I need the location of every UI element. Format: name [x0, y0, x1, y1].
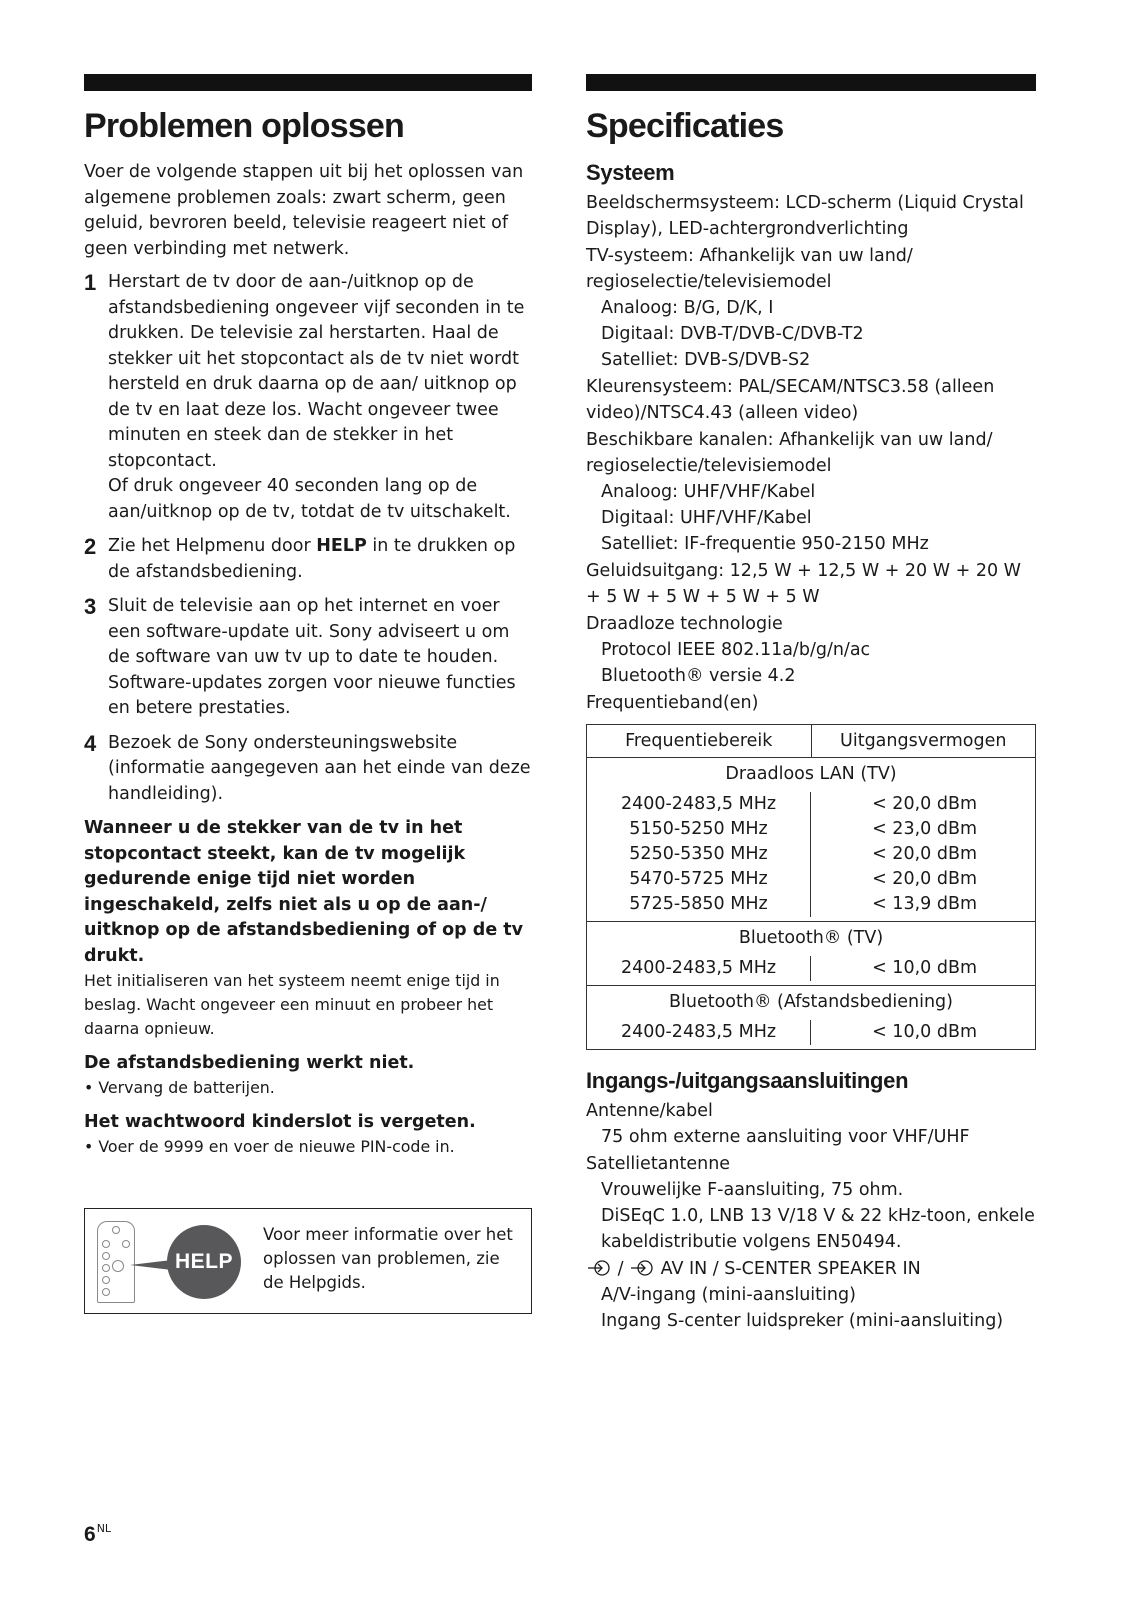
issue-remote-bullet: • Vervang de batterijen.	[84, 1078, 275, 1098]
spec-satellite: Satellietantenne	[586, 1154, 731, 1175]
step-number: 1	[84, 270, 97, 296]
step-4	[84, 731, 532, 808]
step-number: 4	[84, 730, 97, 756]
spec-antenna: Antenne/kabel	[586, 1101, 713, 1122]
step-text-alt: Of druk ongeveer 40 seconden lang op de aan/uitknop op de tv, totdat de tv uitschakelt.	[108, 476, 511, 522]
table-group-row	[587, 922, 1036, 955]
table-power-cell	[811, 1018, 1036, 1050]
step-1	[84, 270, 532, 525]
table-group-bt-remote: Bluetooth® (Afstandsbediening)	[587, 986, 1036, 1019]
table-cell: 2400-2483,5 MHz	[620, 958, 777, 979]
table-cell: < 10,0 dBm	[872, 1022, 977, 1043]
table-freq-cell	[587, 792, 811, 917]
troubleshooting-column	[84, 74, 532, 1159]
table-row	[587, 1018, 1036, 1050]
troubleshooting-title: Problemen oplossen	[84, 107, 405, 145]
table-group-bt-tv: Bluetooth® (TV)	[587, 922, 1036, 955]
table-cell: < 23,0 dBm	[872, 819, 977, 840]
section-bar	[586, 74, 1036, 91]
spec-av-in	[586, 1256, 1036, 1282]
spec-wireless: Draadloze technologie	[586, 614, 783, 635]
specifications-title: Specificaties	[586, 107, 784, 145]
spec-freq-bands: Frequentieband(en)	[586, 693, 759, 714]
spec-antenna-detail: 75 ohm externe aansluiting voor VHF/UHF	[601, 1127, 970, 1148]
issue-pin-title: Het wachtwoord kinderslot is vergeten.	[84, 1112, 476, 1133]
table-cell: 5150-5250 MHz	[629, 819, 768, 840]
table-cell: 2400-2483,5 MHz	[620, 1022, 777, 1043]
av-separator: /	[612, 1259, 630, 1280]
table-row	[587, 954, 1036, 986]
table-header-power: Uitgangsvermogen	[811, 725, 1036, 758]
table-cell: < 20,0 dBm	[872, 869, 977, 890]
language-code: NL	[96, 1522, 112, 1535]
table-power-cell	[811, 954, 1036, 986]
table-cell: < 20,0 dBm	[872, 794, 977, 815]
help-info-text: Voor meer informatie over het oplossen van problemen, zie de Helpgids.	[263, 1225, 513, 1292]
system-heading: Systeem	[586, 160, 675, 186]
spec-sat-detail-2: DiSEqC 1.0, LNB 13 V/18 V & 22 kHz-toon, enkele kabeldistributie volgens EN50494.	[601, 1206, 1035, 1253]
table-cell: < 20,0 dBm	[872, 844, 977, 865]
table-header-freq: Frequentiebereik	[587, 725, 812, 758]
step-text: Herstart de tv door de aan-/uitknop op de afstandsbediening ongeveer vijf seconden in te drukken. De televisie zal herstarten. Haal de stekker uit het stopcontact als de tv niet wordt hersteld en druk daarna op de aan/ uitknop op de tv en laat deze los. Wacht ongeveer twee minuten en steek dan de stekker in het stopcontact.	[108, 272, 525, 471]
step-2	[84, 534, 532, 585]
input-connector-icon	[629, 1259, 655, 1277]
table-row	[587, 790, 1036, 922]
table-header-row	[587, 725, 1036, 758]
spec-sat-detail-1: Vrouwelijke F-aansluiting, 75 ohm.	[601, 1180, 904, 1201]
step-text: Sluit de televisie aan op het internet en voer een software-update uit. Sony adviseert u om de software van uw tv up to date te houden. Software-updates zorgen voor nieuwe functies en betere prestaties.	[108, 596, 516, 719]
spec-wireless-bluetooth: Bluetooth® versie 4.2	[601, 666, 796, 687]
table-cell: 5725-5850 MHz	[629, 894, 768, 915]
spec-audio: Geluidsuitgang: 12,5 W + 12,5 W + 20 W + 20 W + 5 W + 5 W + 5 W + 5 W	[586, 561, 1021, 608]
input-connector-icon	[586, 1259, 612, 1277]
spec-tv-analog: Analoog: B/G, D/K, I	[601, 298, 774, 319]
table-cell: < 10,0 dBm	[872, 958, 977, 979]
spec-color-system: Kleurensysteem: PAL/SECAM/NTSC3.58 (alleen video)/NTSC4.43 (alleen video)	[586, 377, 995, 424]
table-group-row	[587, 758, 1036, 791]
issue-pin-bullet: • Voer de 9999 en voer de nieuwe PIN-code in.	[84, 1137, 455, 1157]
table-cell: 2400-2483,5 MHz	[620, 794, 777, 815]
spec-ch-analog: Analoog: UHF/VHF/Kabel	[601, 482, 816, 503]
spec-ch-digital: Digitaal: UHF/VHF/Kabel	[601, 508, 812, 529]
spec-tv-system: TV-systeem: Afhankelijk van uw land/ regioselectie/televisiemodel	[586, 246, 913, 293]
help-button-icon: HELP	[167, 1225, 241, 1299]
table-freq-cell	[587, 956, 811, 981]
step-3	[84, 594, 532, 722]
specifications-column	[586, 74, 1036, 1335]
spec-av-detail-1: A/V-ingang (mini-aansluiting)	[601, 1285, 856, 1306]
warning-text: Het initialiseren van het systeem neemt enige tijd in beslag. Wacht ongeveer een minuut en probeer het daarna opnieuw.	[84, 971, 500, 1039]
step-number: 2	[84, 534, 97, 560]
troubleshooting-intro: Voer de volgende stappen uit bij het oplossen van algemene problemen zoals: zwart scherm, geen geluid, bevroren beeld, televisie reageert niet of geen verbinding met netwerk.	[84, 162, 524, 259]
av-label: AV IN / S-CENTER SPEAKER IN	[655, 1259, 921, 1280]
step-text: Bezoek de Sony ondersteuningswebsite (informatie aangegeven aan het einde van deze handleiding).	[108, 732, 531, 804]
section-bar	[84, 74, 532, 91]
page-number: $6^{NL}$	[84, 1522, 112, 1546]
warning-heading: Wanneer u de stekker van de tv in het stopcontact steekt, kan de tv mogelijk gedurende enige tijd niet worden ingeschakeld, zelfs niet als u op de aan-/ uitknop op de afstandsbediening of op de tv drukt.	[84, 818, 524, 966]
spec-ch-satellite: Satelliet: IF-frequentie 950-2150 MHz	[601, 534, 929, 555]
issue-remote-title: De afstandsbediening werkt niet.	[84, 1053, 415, 1074]
spec-av-detail-2: Ingang S-center luidspreker (mini-aansluiting)	[601, 1311, 1004, 1332]
io-heading: Ingangs-/uitgangsaansluitingen	[586, 1068, 909, 1094]
step-text: Zie het Helpmenu door	[108, 536, 317, 557]
spec-tv-satellite: Satelliet: DVB-S/DVB-S2	[601, 350, 811, 371]
spec-display: Beeldschermsysteem: LCD-scherm (Liquid Crystal Display), LED-achtergrondverlichting	[586, 193, 1024, 240]
spec-tv-digital: Digitaal: DVB-T/DVB-C/DVB-T2	[601, 324, 864, 345]
help-info-box	[84, 1208, 532, 1314]
table-cell: 5250-5350 MHz	[629, 844, 768, 865]
frequency-table	[586, 724, 1036, 1050]
table-cell: 5470-5725 MHz	[629, 869, 768, 890]
table-group-row	[587, 986, 1036, 1019]
table-cell: < 13,9 dBm	[872, 894, 977, 915]
table-group-wlan: Draadloos LAN (TV)	[587, 758, 1036, 791]
table-freq-cell	[587, 1020, 811, 1045]
step-text-end: in te drukken op de afstandsbediening.	[108, 536, 516, 582]
table-power-cell	[811, 790, 1036, 922]
spec-wireless-protocol: Protocol IEEE 802.11a/b/g/n/ac	[601, 640, 871, 661]
step-number: 3	[84, 594, 97, 620]
spec-channels: Beschikbare kanalen: Afhankelijk van uw land/ regioselectie/televisiemodel	[586, 430, 993, 477]
help-key-label: HELP	[316, 536, 367, 557]
